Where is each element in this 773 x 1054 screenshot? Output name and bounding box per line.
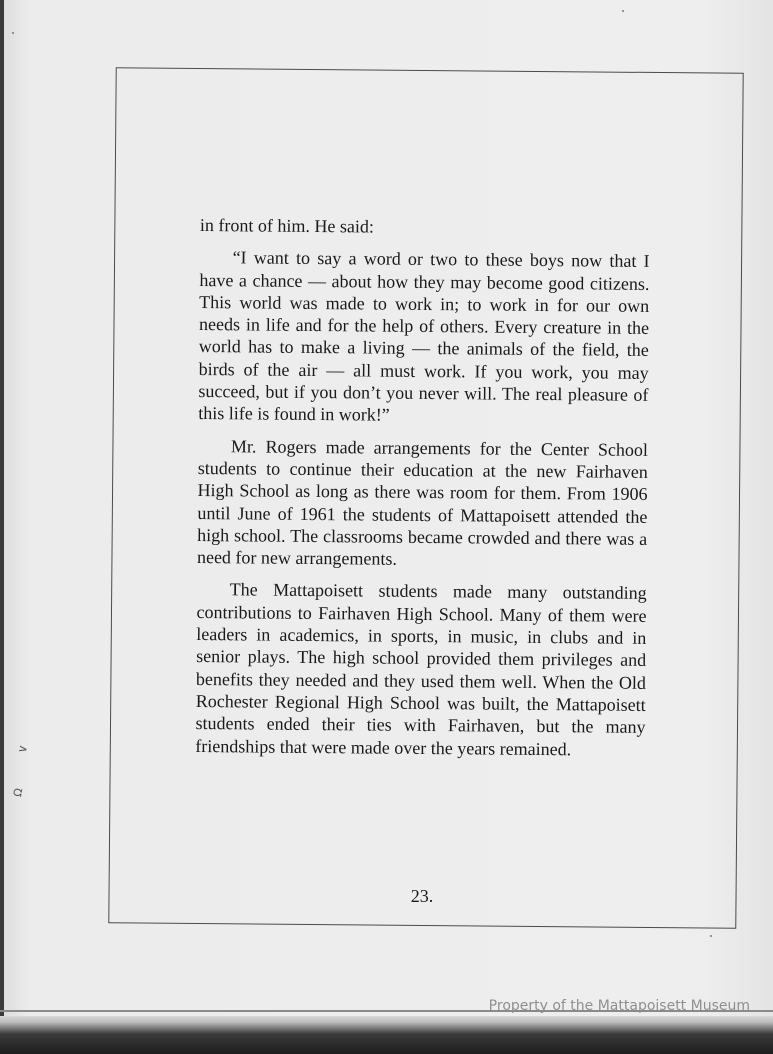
scan-left-edge [0, 0, 4, 1054]
scan-speck [710, 935, 712, 937]
scan-speck [12, 32, 14, 34]
scan-speck [622, 10, 624, 12]
margin-pencil-mark: ∨ [14, 743, 31, 755]
paragraph: Mr. Rogers made arrangements for the Center School students to continue their education at the new Fairhaven High School as long as there was room for them. From 1906 until June of 1961 the students of Mattapoisett attended the high school. The classrooms became crowded and there was a need for new arrangements. [196, 435, 649, 569]
margin-pencil-mark: Ω [11, 787, 26, 798]
paragraph: in front of him. He said: [199, 214, 374, 237]
page-number: 23. [410, 886, 434, 906]
paragraph: The Mattapoisett students made many outstanding contributions to Fairhaven High School. Many of them were leaders in academics, in sports, in music, in clubs and in senior plays. The high school provided them privileges and benefits they needed and they used them well. When the Old Rochester Regional High School was built, the Mattapoisett students ended their ties with Fairhaven, but the many friendships that were made over the years remained. [195, 579, 647, 759]
museum-watermark: Property of the Mattapoisett Museum [488, 998, 750, 1014]
paragraph-quote: “I want to say a word or two to these boys now that I have a chance — about how they may become good citizens. This world was made to work in; to work in for our own needs in life and for the help of others. Every creature in the world has to make a living — the animals of the field, the birds of the air — all must work. If you work, you may succeed, but if you don’t you never will. The real pleasure of this life is found in work!” [198, 247, 650, 426]
scan-bottom-edge [0, 1016, 773, 1054]
page-body-text [195, 214, 650, 771]
